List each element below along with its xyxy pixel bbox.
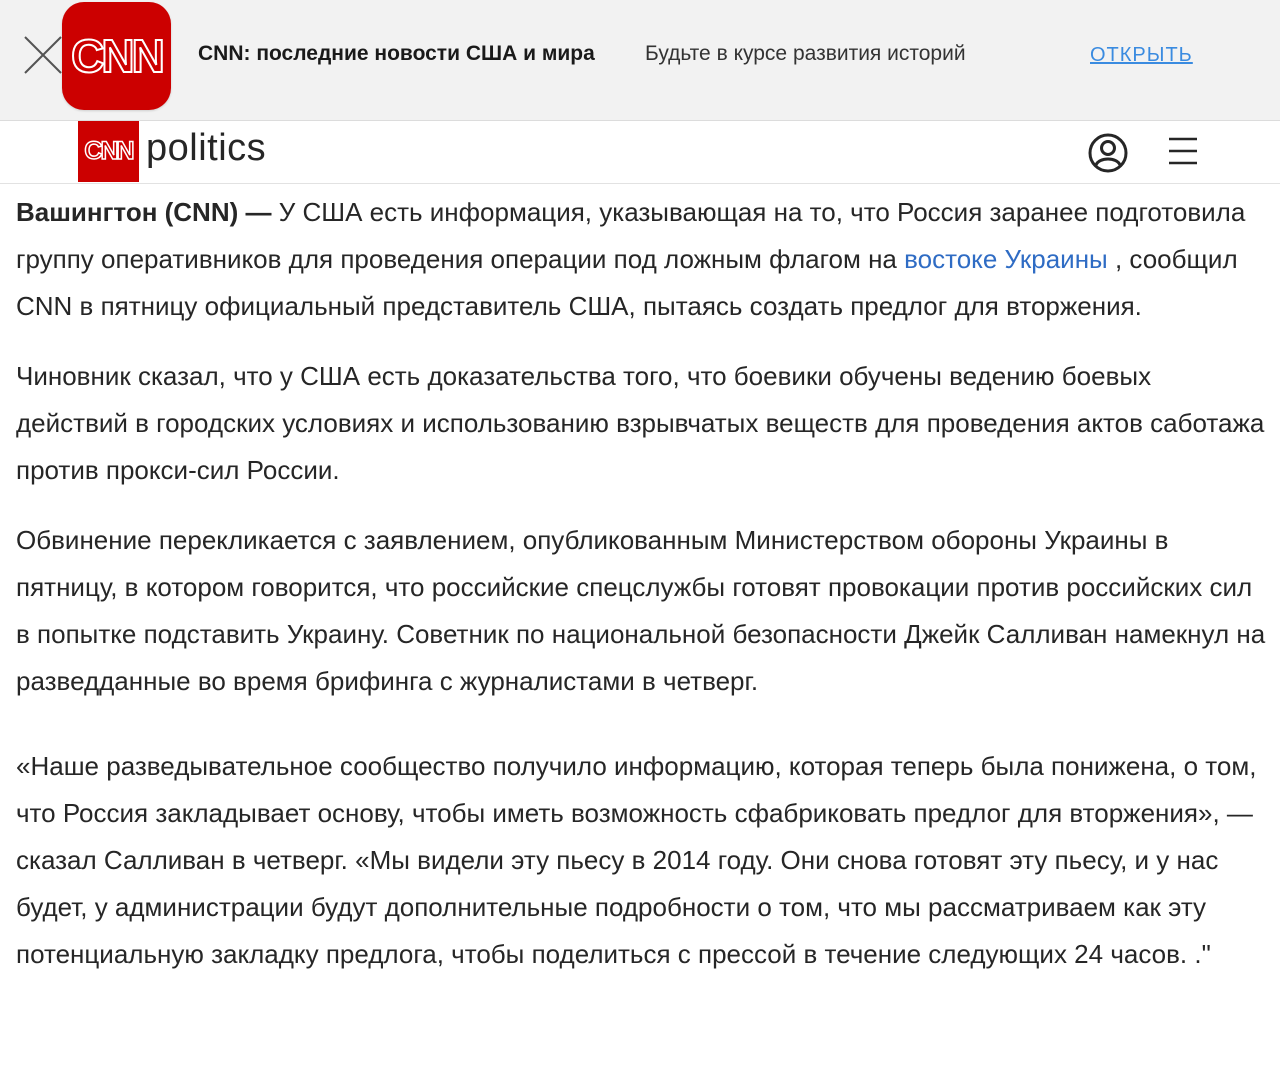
article-paragraph [16, 189, 1268, 330]
user-account-icon[interactable] [1087, 132, 1129, 174]
article-quote-paragraph: «Наше разведывательное сообщество получило информацию, которая теперь была понижена, о том, что Россия закладывает основу, чтобы иметь возможность сфабриковать предлог для вторжения», — сказал Салливан в четверг. «Мы видели эту пьесу в 2014 году. Они снова готовят эту пьесу, и у нас будет, у администрации будут дополнительные подробности о том, что мы рассматриваем как эту потенциальную закладку предлога, чтобы поделиться с прессой в течение следующих 24 часов. ." [16, 751, 1257, 969]
dateline: Вашингтон (CNN) — [16, 197, 272, 227]
cnn-app-icon[interactable] [62, 2, 171, 110]
close-icon[interactable] [22, 34, 64, 76]
article-paragraph: Обвинение перекликается с заявлением, опубликованным Министерством обороны Украины в пятницу, в котором говорится, что российские спецслужбы готовят провокации против российских сил в попытке подставить Украину. Советник по национальной безопасности Джейк Салливан намекнул на разведданные во время брифинга с журналистами в четверг. [16, 525, 1266, 696]
banner-title: CNN: последние новости США и мира [198, 42, 595, 65]
paragraph-text: У США есть информация, указывающая на то, что Россия заранее подготовила группу оперативников для проведения операции под ложным флагом на [16, 197, 1246, 274]
article-paragraph: Чиновник сказал, что у США есть доказательства того, что боевики обучены ведению боевых действий в городских условиях и использованию взрывчатых веществ для проведения актов саботажа против прокси-сил России. [16, 361, 1265, 485]
app-install-banner [0, 0, 1280, 121]
article-body [16, 189, 1268, 978]
section-name[interactable]: politics [146, 127, 267, 169]
banner-subtitle: Будьте в курсе развития историй [645, 42, 966, 65]
cnn-app-icon-text: CNN [71, 30, 162, 82]
east-ukraine-link[interactable]: востоке Украины [904, 244, 1108, 274]
open-app-link[interactable]: ОТКРЫТЬ [1090, 44, 1193, 66]
cnn-logo-text: CNN [84, 137, 133, 165]
hamburger-menu-icon[interactable] [1166, 135, 1200, 167]
cnn-logo[interactable] [78, 121, 139, 182]
paragraph-text: , сообщил CNN в пятницу официальный представитель США, пытаясь создать предлог для вторжения. [16, 244, 1238, 321]
site-header [0, 121, 1280, 184]
